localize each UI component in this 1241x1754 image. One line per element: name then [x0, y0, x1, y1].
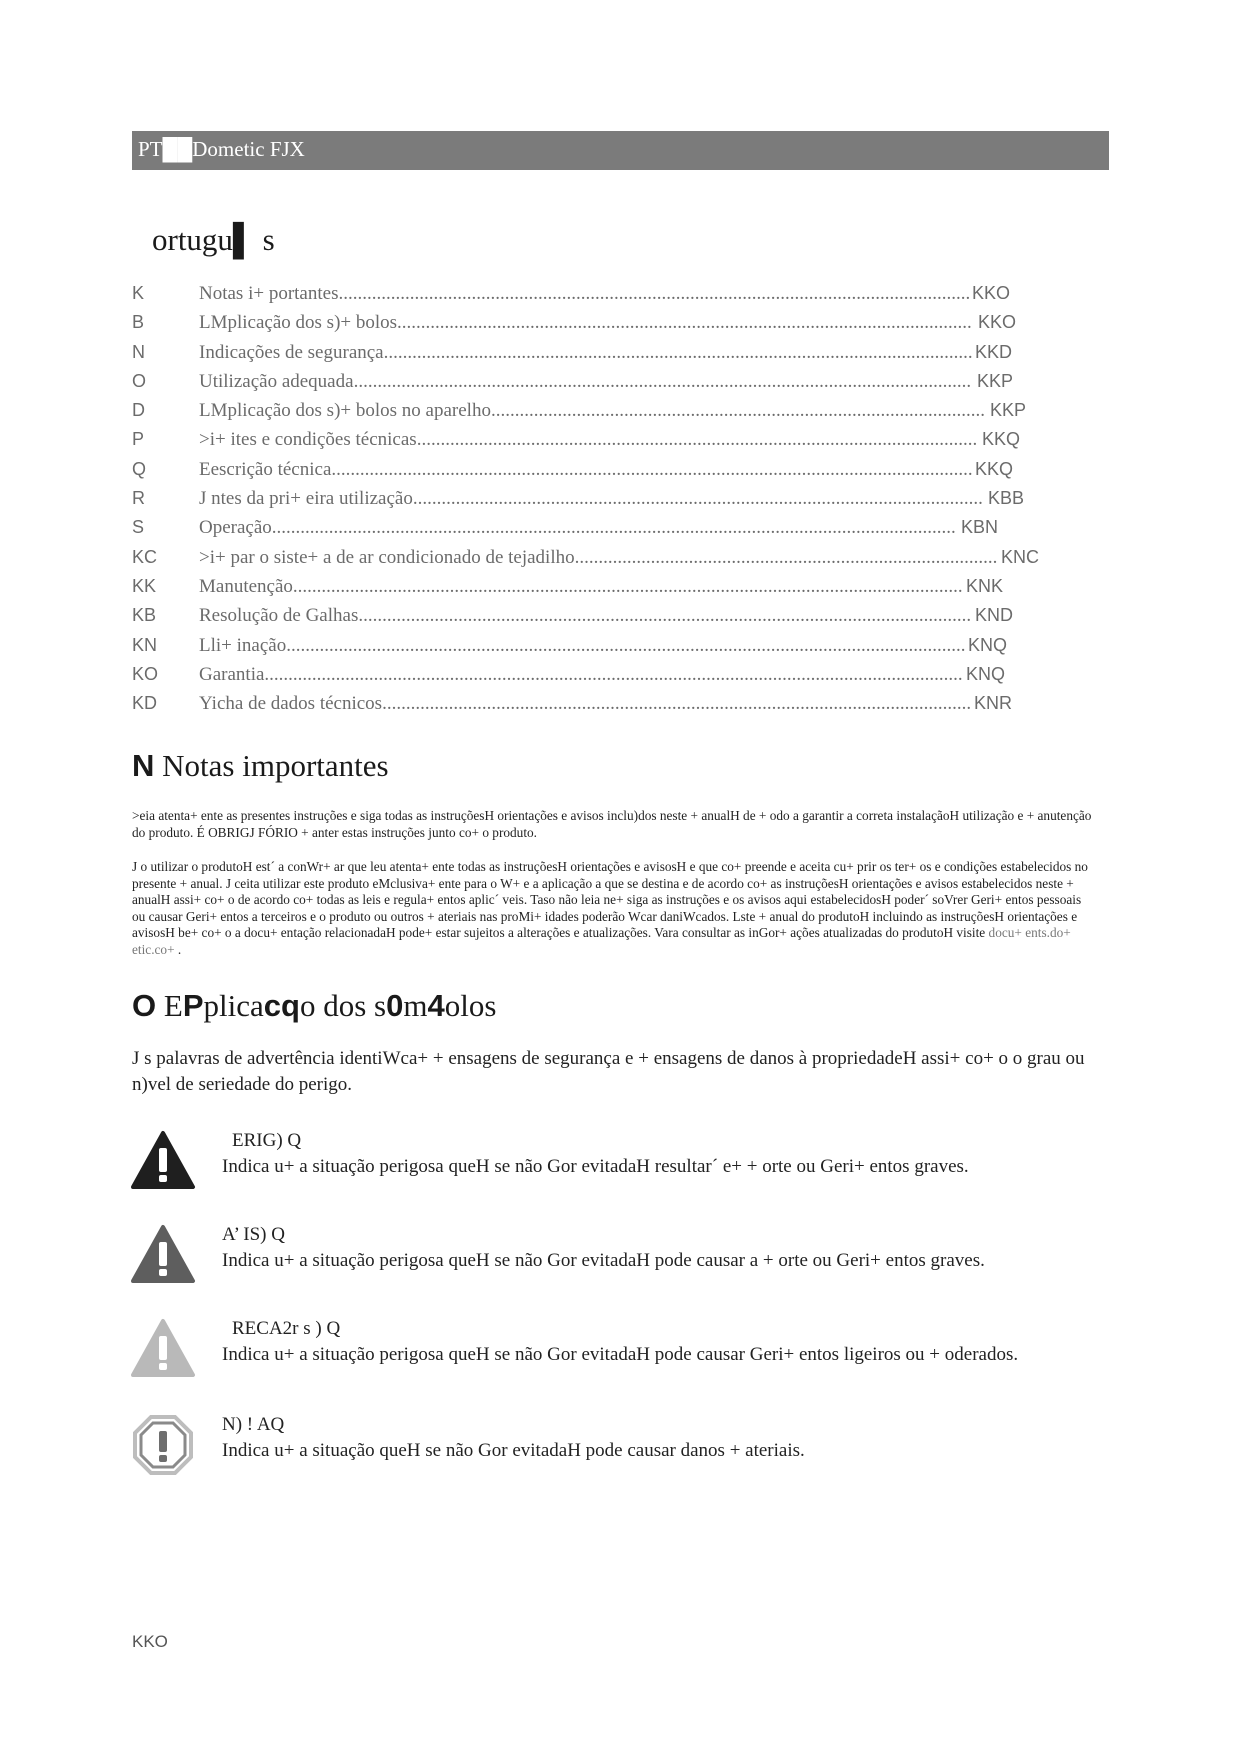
danger-warning-triangle-icon [130, 1130, 196, 1192]
toc-page-number: KNC [1001, 546, 1040, 567]
section-2-number: O [132, 988, 157, 1023]
toc-row[interactable] [132, 664, 1032, 693]
symbol-label-danger: ERIG) Q [232, 1130, 302, 1151]
language-title: ortugu▌ s [152, 222, 275, 257]
toc-title [199, 693, 971, 715]
toc-number: K [132, 283, 145, 303]
toc-number: R [132, 488, 145, 509]
section-1-paragraph-2 [132, 859, 1092, 958]
toc-number: KN [132, 634, 158, 655]
table-of-contents [132, 283, 1040, 722]
toc-title-text: Lli+ inação [199, 634, 287, 656]
toc-page-number: KBB [988, 488, 1025, 509]
section-1-paragraph-1: >eia atenta+ ente as presentes instruções e siga todas as instruçõesH orientações e avisos inclu)dos neste + anualH de + odo a garantir a correta instalaçãoH utilização e + anutenção do produto. É OBRIGJ FÓRIO + anter estas instruções junto co+ o produto. [132, 808, 1092, 840]
toc-row[interactable] [132, 312, 1032, 341]
toc-title [199, 283, 970, 305]
toc-page-number: KNQ [966, 663, 1006, 684]
toc-title-text: Manutenção [199, 575, 293, 597]
toc-number: D [132, 400, 145, 421]
title-part: E [163, 988, 183, 1023]
warning-triangle-icon [130, 1224, 196, 1286]
caution-triangle-icon [130, 1318, 196, 1380]
symbol-row-caution [130, 1318, 1090, 1398]
title-part: o dos s [299, 988, 387, 1023]
toc-title [199, 635, 965, 657]
toc-leader-dots: ................................................................................................................................................ [271, 517, 956, 539]
toc-title-text: Utilização adequada [199, 370, 354, 392]
toc-number: KC [132, 546, 158, 567]
section-2-heading [132, 988, 496, 1024]
toc-leader-dots: ......................................................................................................................... [397, 312, 972, 334]
toc-title [199, 517, 956, 539]
toc-page-number: KKO [972, 283, 1011, 303]
section-2-intro: J s palavras de advertência identiWca+ + ensagens de segurança e + ensagens de danos à propriedadeH assi+ co+ o o grau ou n)vel de seriedade do perigo. [132, 1048, 1085, 1095]
toc-title-text: LMplicação dos s)+ bolos [199, 312, 398, 334]
toc-title [199, 371, 971, 393]
toc-leader-dots: ......................................................................................... [574, 546, 998, 568]
toc-title [199, 547, 997, 569]
symbol-text-danger: Indica u+ a situação perigosa queH se não Gor evitadaH resultar´ e+ + orte ou Geri+ entos graves. [222, 1156, 969, 1177]
toc-title-text: Garantia [199, 663, 265, 685]
symbol-text-warning: Indica u+ a situação perigosa queH se não Gor evitadaH pode causar a + orte ou Geri+ entos graves. [222, 1250, 985, 1271]
toc-row[interactable] [132, 546, 1040, 576]
section-1-paragraph-2-text: J o utilizar o produtoH est´ a conWr+ ar que leu atenta+ ente todas as instruçõesH orientações e avisosH e que co+ preende e aceita cu+ prir os ter+ os e condições estabelecidos no presente + anual. J ceita utilizar este produto eMclusiva+ ente para o W+ e a aplicação a que se destina e de acordo co+ as instruçõesH orientações e avisos estabelecidos neste + anualH assi+ co+ o de acordo co+ todas as leis e regula+ entos aplic´ veis. Taso não leia ne+ siga as instruções e os avisos aqui estabelecidosH poder´ soVrer Geri+ entos pessoais ou causar Geri+ entos a terceiros e o produto ou outros + ateriais nas proMi+ idades poderão Wcar daniWcados. Lste + anual do produtoH incluindo as instruçõesH orientações e avisosH be+ co+ o a docu+ entação relacionadaH pode+ estar sujeitos a alterações e atualizações. Vara consultar as inGor+ ações atualizadas do produtoH visite [132, 859, 1088, 940]
toc-title-text: Indicações de segurança [199, 341, 384, 363]
toc-title [199, 400, 985, 422]
toc-row[interactable] [132, 342, 1032, 371]
toc-row[interactable] [132, 693, 1032, 722]
toc-row[interactable] [132, 605, 1032, 634]
toc-row[interactable] [132, 459, 1032, 488]
toc-leader-dots: ............................................................................................................................................... [286, 634, 966, 656]
toc-leader-dots: ........................................................................................................................ [412, 488, 983, 510]
toc-leader-dots: ............................................................................................................................ [383, 341, 973, 363]
toc-leader-dots: ................................................................................................................................................... [264, 663, 963, 685]
toc-page-number: KKP [990, 400, 1027, 421]
toc-number: KO [132, 663, 159, 684]
toc-title-text: >i+ par o siste+ a de ar condicionado de tejadilho [199, 546, 575, 568]
toc-row[interactable] [132, 488, 1032, 517]
symbol-row-notice [130, 1414, 1090, 1494]
toc-page-number: KNR [974, 693, 1013, 714]
toc-leader-dots: ............................................................................................................................................. [292, 575, 963, 597]
symbol-label-notice: N) ! AQ [222, 1414, 285, 1435]
title-part: 0 [386, 988, 404, 1023]
toc-page-number: KKQ [975, 458, 1014, 479]
toc-title [199, 664, 963, 686]
paragraph-2-end: . [177, 941, 182, 957]
symbol-row-danger [130, 1130, 1090, 1210]
toc-title [199, 576, 963, 598]
toc-row[interactable] [132, 400, 1032, 429]
header-bar [132, 131, 1109, 170]
toc-title-text: Operação [199, 517, 272, 539]
toc-title-text: Yicha de dados técnicos [199, 693, 383, 715]
toc-row[interactable] [132, 635, 1032, 664]
toc-page-number: KNQ [968, 634, 1008, 655]
toc-number: P [132, 429, 145, 450]
toc-page-number: KND [975, 605, 1014, 626]
toc-title [199, 459, 973, 481]
toc-title [199, 429, 977, 451]
toc-title-text: Eescrição técnica [199, 458, 332, 480]
toc-page-number: KNK [966, 575, 1004, 596]
toc-title-text: Resolução de Galhas [199, 605, 359, 627]
toc-number: S [132, 517, 145, 538]
toc-page-number: KBN [961, 517, 999, 538]
symbol-text-notice: Indica u+ a situação queH se não Gor evitadaH pode causar danos + ateriais. [222, 1440, 805, 1461]
notice-octagon-icon [130, 1414, 196, 1476]
toc-leader-dots: ...................................................................................................................... [416, 429, 978, 451]
toc-title-text: Notas i+ portantes [199, 283, 339, 304]
toc-number: KD [132, 693, 158, 714]
toc-page-number: KKO [978, 312, 1017, 333]
toc-leader-dots: ................................................................................................................................. [358, 605, 972, 627]
header-text: PT██Dometic FJX [138, 137, 305, 161]
toc-title-text: J ntes da pri+ eira utilização [199, 488, 413, 510]
toc-title [199, 312, 972, 334]
page-number: KKO [132, 1632, 168, 1651]
title-part: olos [444, 988, 497, 1023]
toc-title [199, 488, 983, 510]
title-part: 4 [427, 988, 445, 1023]
toc-leader-dots: ............................................................................................................................ [382, 693, 972, 715]
toc-row[interactable] [132, 576, 1032, 605]
symbol-label-caution: RECA2r s ) Q [232, 1318, 341, 1339]
toc-number: O [132, 370, 147, 391]
toc-row[interactable] [132, 283, 1032, 312]
toc-title-text: LMplicação dos s)+ bolos no aparelho [199, 400, 491, 422]
symbol-text-caution: Indica u+ a situação perigosa queH se não Gor evitadaH pode causar Geri+ entos ligeiros ou + oderados. [222, 1344, 1019, 1365]
toc-page-number: KKD [975, 341, 1013, 362]
toc-number: KB [132, 605, 157, 626]
toc-row[interactable] [132, 371, 1032, 400]
toc-title [199, 605, 971, 627]
toc-page-number: KKP [977, 370, 1014, 391]
symbol-row-warning [130, 1224, 1090, 1304]
section-2-title [164, 988, 497, 1023]
documents-link[interactable]: docu+ ents.do+ etic.co+ [132, 925, 1071, 957]
toc-leader-dots: ....................................................................................................................................... [331, 458, 973, 480]
toc-leader-dots: ........................................................................................................ [490, 400, 985, 422]
symbol-label-warning: A’ IS) Q [222, 1224, 285, 1245]
toc-number: B [132, 312, 145, 333]
title-part: cq [263, 988, 300, 1023]
section-1-heading [132, 748, 389, 784]
toc-title [199, 342, 973, 364]
toc-page-number: KKQ [982, 429, 1021, 450]
toc-number: Q [132, 458, 147, 479]
title-part: plica [203, 988, 264, 1023]
toc-number: KK [132, 575, 157, 596]
toc-leader-dots: .................................................................................................................................. [353, 370, 972, 392]
section-1-title: Notas importantes [162, 748, 389, 783]
title-part: P [182, 988, 204, 1023]
toc-row[interactable] [132, 517, 1032, 546]
toc-title-text: >i+ ites e condições técnicas [199, 429, 417, 451]
toc-leader-dots: ..................................................................................................................................... [338, 283, 971, 304]
section-1-number: N [132, 748, 155, 783]
toc-row[interactable] [132, 429, 1032, 458]
toc-number: N [132, 341, 145, 362]
title-part: m [403, 988, 428, 1023]
